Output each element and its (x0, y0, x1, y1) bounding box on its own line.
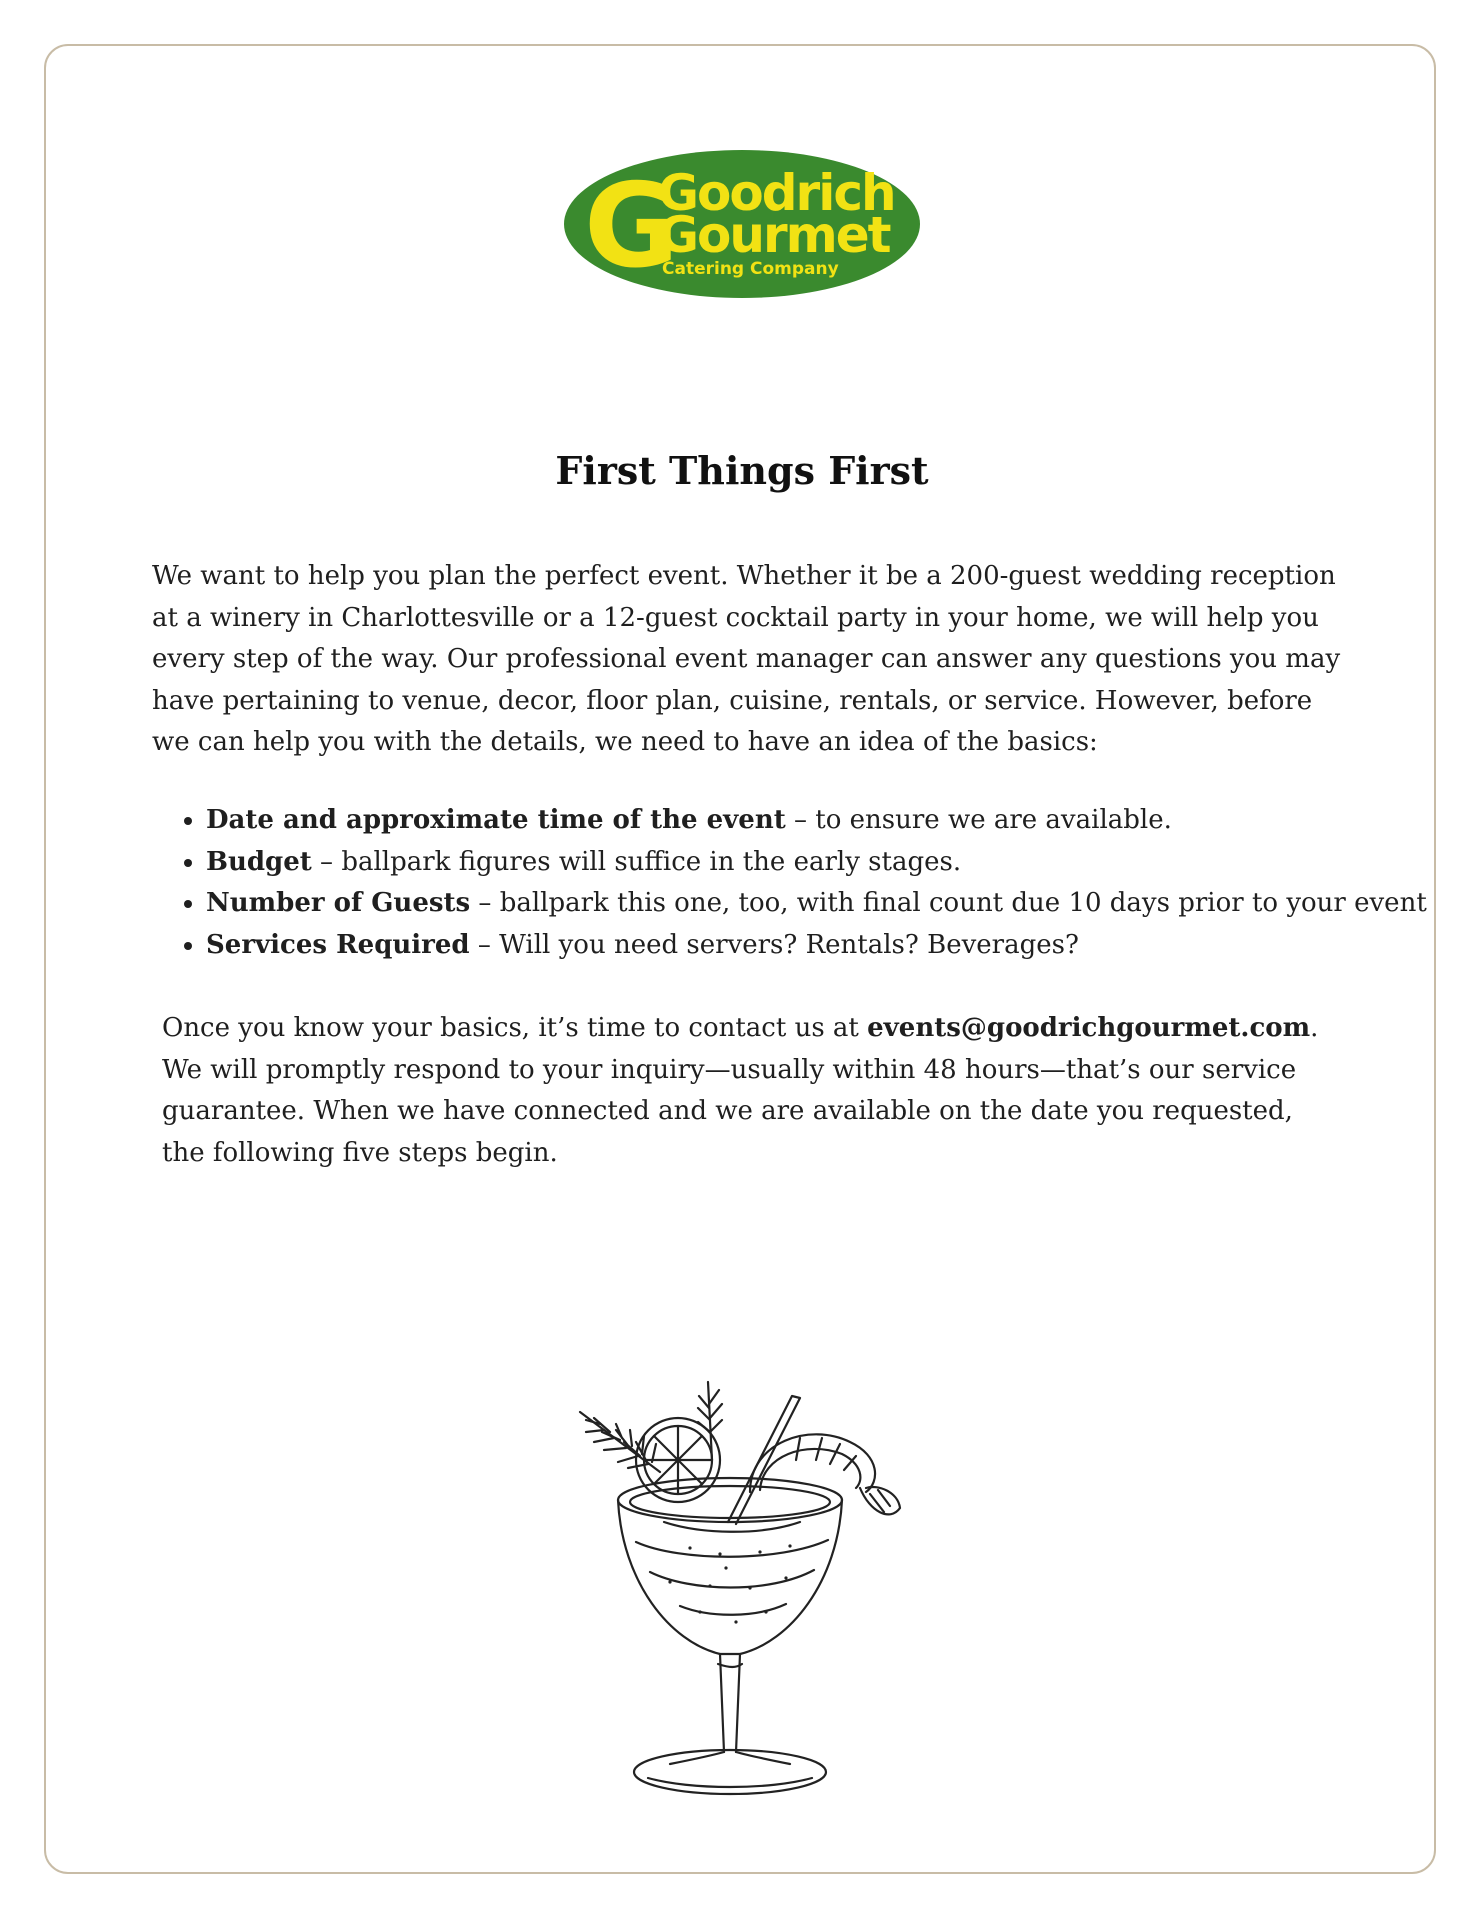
closing-text-after: . We will promptly respond to your inquiry—usually within 48 hours—that’s our service guarantee. When we have connected and we are available on the date you requested, the following five steps begin. (162, 1013, 1319, 1168)
list-item (152, 800, 1352, 842)
intro-paragraph: We want to help you plan the perfect event. Whether it be a 200-guest wedding reception at a winery in Charlottesville or a 12-guest cocktail party in your home, we will help you every step of the way. Our professional event manager can answer any questions you may have pertaining to venue, decor, floor plan, cuisine, rentals, or service. However, before we can help you with the details, we need to have an idea of the basics: (152, 561, 1341, 757)
basics-list (152, 800, 1427, 966)
basics-term: Number of Guests (206, 888, 471, 918)
basics-desc: – Will you need servers? Rentals? Beverages? (469, 929, 1079, 960)
basics-desc: – ballpark this one, too, with final count due 10 days prior to your event (470, 888, 1427, 918)
logo-line2: Gourmet (658, 206, 890, 264)
goodrich-gourmet-logo (562, 148, 922, 300)
closing-text-before: Once you know your basics, it’s time to contact us at (162, 1013, 868, 1043)
closing-paragraph (162, 1008, 1342, 1174)
basics-term: Date and approximate time of the event (206, 805, 786, 835)
contact-email: events@goodrichgourmet.com (867, 1013, 1311, 1043)
logo-line1: Goodrich (658, 164, 895, 222)
basics-term: Budget (206, 846, 312, 877)
list-item (152, 842, 1352, 884)
basics-desc: – ballpark figures will suffice in the early stages. (311, 846, 962, 877)
shrimp-cocktail-glass-icon (560, 1372, 920, 1812)
list-item (152, 883, 1427, 925)
list-item (152, 925, 1352, 967)
basics-term: Services Required (206, 929, 470, 960)
basics-desc: – to ensure we are available. (785, 805, 1172, 835)
logo-line3: Catering Company (662, 259, 839, 279)
svg-text:G: G (584, 159, 680, 294)
page-title: First Things First (555, 448, 929, 493)
